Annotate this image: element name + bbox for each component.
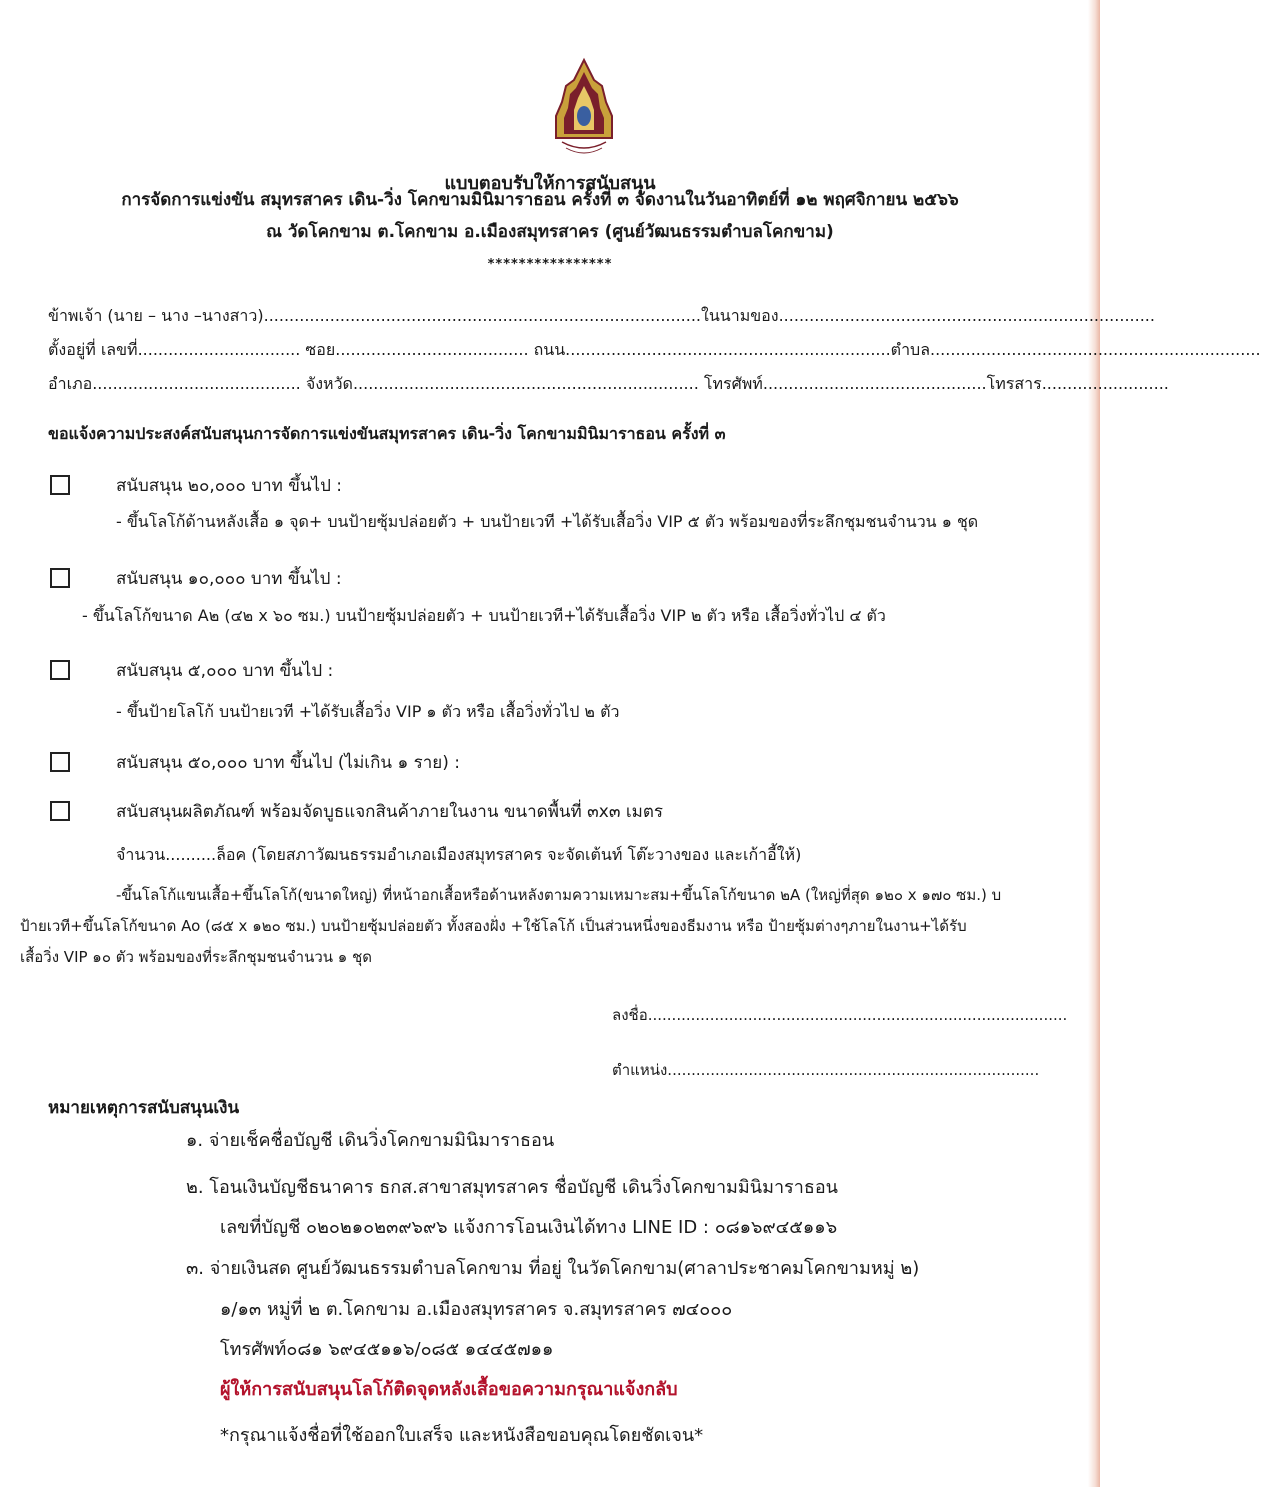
option-product-booth-label: สนับสนุนผลิตภัณฑ์ พร้อมจัดบูธแจกสินค้าภายในงาน ขนาดพื้นที่ ๓x๓ เมตร bbox=[116, 802, 664, 822]
note-3-phone: โทรศัพท์๐๘๑ ๖๙๔๕๑๑๖/๐๘๕ ๑๔๔๕๗๑๑ bbox=[220, 1339, 554, 1360]
option-5000-label: สนับสนุน ๕,๐๐๐ บาท ขึ้นไป : bbox=[116, 661, 334, 681]
booth-count-field[interactable]: จำนวน..........ล็อค (โดยสภาวัฒนธรรมอำเภอเมืองสมุทรสาคร จะจัดเต้นท์ โต๊ะวางของ และเก้าอี้ให้) bbox=[116, 845, 802, 864]
option-20000-label: สนับสนุน ๒๐,๐๐๐ บาท ขึ้นไป : bbox=[116, 476, 342, 496]
receipt-notice: *กรุณาแจ้งชื่อที่ใช้ออกใบเสร็จ และหนังสือขอบคุณโดยชัดเจน* bbox=[220, 1425, 704, 1446]
intent-statement: ขอแจ้งความประสงค์สนับสนุนการจัดการแข่งขันสมุทรสาคร เดิน-วิ่ง โคกขามมินิมาราธอน ครั้งที่ ๓ bbox=[48, 424, 726, 443]
district-field[interactable]: อำเภอ......................................... จังหวัด.................................................................... โทรศัพท์............................................โทรสาร......................... bbox=[48, 374, 1169, 393]
note-3-line-1: ๓. จ่ายเงินสด ศูนย์วัฒนธรรมตำบลโคกขาม ที่อยู่ ในวัดโคกขาม(ศาลาประชาคมโคกขามหมู่ ๒) bbox=[186, 1258, 920, 1279]
venue-line: ณ วัดโคกขาม ต.โคกขาม อ.เมืองสมุทรสาคร (ศูนย์วัฒนธรรมตำบลโคกขาม) bbox=[266, 222, 834, 242]
notes-title: หมายเหตุการสนับสนุนเงิน bbox=[48, 1098, 240, 1118]
logo-sponsor-notice: ผู้ให้การสนับสนุนโลโก้ติดจุดหลังเสื้อขอความกรุณาแจ้งกลับ bbox=[220, 1379, 678, 1400]
address-field[interactable]: ตั้งอยู่ที่ เลขที่................................ ซอย...................................... ถนน................................................................ตำบล................................................................. bbox=[48, 340, 1261, 359]
form-title: แบบตอบรับให้การสนับสนุน bbox=[444, 173, 656, 194]
signature-field[interactable]: ลงชื่อ........................................................................................ bbox=[612, 1006, 1068, 1024]
option-20000-detail: - ขึ้นโลโก้ด้านหลังเสื้อ ๑ จุด+ บนป้ายซุ้มปล่อยตัว + บนป้ายเวที +ได้รับเสื้อวิ่ง VIP ๕ ตัว พร้อมของที่ระลึกชุมชนจำนวน ๑ ชุด bbox=[116, 512, 979, 531]
option-product-booth-checkbox[interactable] bbox=[50, 801, 70, 821]
note-2-line-2: เลขที่บัญชี ๐๒๐๒๑๐๒๓๙๖๙๖ แจ้งการโอนเงินได้ทาง LINE ID : ๐๘๑๖๙๔๕๑๑๖ bbox=[220, 1217, 838, 1238]
note-2-line-1: ๒. โอนเงินบัญชีธนาคาร ธกส.สาขาสมุทรสาคร ชื่อบัญชี เดินวิ่งโคกขามมินิมาราธอน bbox=[186, 1177, 838, 1198]
option-50000-checkbox[interactable] bbox=[50, 752, 70, 772]
stars-divider: **************** bbox=[487, 257, 613, 272]
name-field[interactable]: ข้าพเจ้า (นาย – นาง –นางสาว)......................................................................................ในนามของ.......................................................................... bbox=[48, 306, 1155, 325]
option-10000-detail: - ขึ้นโลโก้ขนาด A๒ (๔๒ x ๖๐ ซม.) บนป้ายซุ้มปล่อยตัว + บนป้ายเวที+ได้รับเสื้อวิ่ง VIP ๒ ตัว หรือ เสื้อวิ่งทั่วไป ๔ ตัว bbox=[82, 606, 886, 625]
event-title: การจัดการแข่งขัน สมุทรสาคร เดิน-วิ่ง โคกขามมินิมาราธอน ครั้งที่ ๓ จัดงานในวันอาทิตย์ที่ ๑๒ พฤศจิกายน ๒๕๖๖ bbox=[121, 190, 959, 210]
option-50000-label: สนับสนุน ๕๐,๐๐๐ บาท ขึ้นไป (ไม่เกิน ๑ ราย) : bbox=[116, 753, 461, 773]
benefits-line-2: ป้ายเวที+ขึ้นโลโก้ขนาด Ao (๘๕ x ๑๒๐ ซม.) บนป้ายซุ้มปล่อยตัว ทั้งสองฝั่ง +ใช้โลโก้ เป็นส่วนหนึ่งของธีมงาน หรือ ป้ายซุ้มต่างๆภายในงาน+ได้รับ bbox=[20, 917, 967, 935]
option-10000-label: สนับสนุน ๑๐,๐๐๐ บาท ขึ้นไป : bbox=[116, 569, 342, 589]
option-10000-checkbox[interactable] bbox=[50, 568, 70, 588]
emblem-logo bbox=[548, 58, 620, 162]
note-1: ๑. จ่ายเช็คชื่อบัญชี เดินวิ่งโคกขามมินิมาราธอน bbox=[186, 1130, 555, 1151]
option-5000-detail: - ขึ้นป้ายโลโก้ บนป้ายเวที +ได้รับเสื้อวิ่ง VIP ๑ ตัว หรือ เสื้อวิ่งทั่วไป ๒ ตัว bbox=[116, 702, 620, 721]
position-field[interactable]: ตำแหน่ง.............................................................................. bbox=[612, 1061, 1040, 1079]
benefits-line-3: เสื้อวิ่ง VIP ๑๐ ตัว พร้อมของที่ระลึกชุมชนจำนวน ๑ ชุด bbox=[20, 948, 373, 966]
option-5000-checkbox[interactable] bbox=[50, 660, 70, 680]
note-3-line-2: ๑/๑๓ หมู่ที่ ๒ ต.โคกขาม อ.เมืองสมุทรสาคร จ.สมุทรสาคร ๗๔๐๐๐ bbox=[220, 1299, 733, 1320]
benefits-line-1: -ขึ้นโลโก้แขนเสื้อ+ขึ้นโลโก้(ขนาดใหญ่) ที่หน้าอกเสื้อหรือด้านหลังตามความเหมาะสม+ขึ้นโลโก้ขนาด ๒A (ใหญ่ที่สุด ๑๒๐ x ๑๗๐ ซม.) บ bbox=[116, 886, 1002, 904]
option-20000-checkbox[interactable] bbox=[50, 475, 70, 495]
